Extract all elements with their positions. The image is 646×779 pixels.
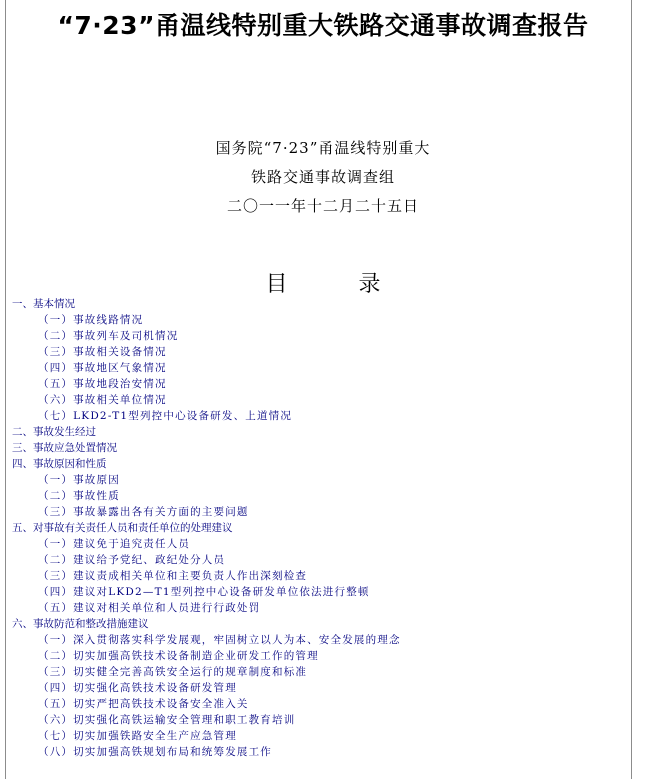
report-date: 二〇一一年十二月二十五日 xyxy=(226,197,419,215)
toc-subsection-link[interactable]: （二）建议给予党纪、政纪处分人员 xyxy=(38,554,226,566)
toc-subsection-link[interactable]: （六）事故相关单位情况 xyxy=(38,394,167,406)
toc-section-link[interactable]: 六、事故防范和整改措施建议 xyxy=(12,618,149,630)
toc-subsection-link[interactable]: （五）事故地段治安情况 xyxy=(38,378,167,390)
toc-subsection-link[interactable]: （三）事故暴露出各有关方面的主要问题 xyxy=(38,506,249,518)
toc-subsection-link[interactable]: （一）事故线路情况 xyxy=(38,314,144,326)
toc-section-link[interactable]: 一、基本情况 xyxy=(12,298,75,310)
toc-subsection-link[interactable]: （二）切实加强高铁技术设备制造企业研发工作的管理 xyxy=(38,650,319,662)
toc-subsection-link[interactable]: （二）事故列车及司机情况 xyxy=(38,330,179,342)
toc-subsection-link[interactable]: （三）切实健全完善高铁安全运行的规章制度和标准 xyxy=(38,666,308,678)
toc-subsection-link[interactable]: （四）切实强化高铁技术设备研发管理 xyxy=(38,682,237,694)
toc-section-link[interactable]: 五、对事故有关责任人员和责任单位的处理建议 xyxy=(12,522,233,534)
toc-subsection-link[interactable]: （三）建议责成相关单位和主要负责人作出深刻检查 xyxy=(38,570,308,582)
issuer-line-1: 国务院“7·23”甬温线特别重大 xyxy=(215,139,431,157)
toc-subsection-link[interactable]: （七）LKD2-T1型列控中心设备研发、上道情况 xyxy=(38,410,293,422)
toc-subsection-link[interactable]: （三）事故相关设备情况 xyxy=(38,346,167,358)
issuer-line-2: 铁路交通事故调查组 xyxy=(250,168,395,186)
issuer-block xyxy=(0,134,646,221)
toc-subsection-link[interactable]: （五）建议对相关单位和人员进行行政处罚 xyxy=(38,602,261,614)
toc-heading: 目 录 xyxy=(265,272,413,297)
toc-subsection-link[interactable]: （四）事故地区气象情况 xyxy=(38,362,167,374)
toc-section-link[interactable]: 二、事故发生经过 xyxy=(12,426,96,438)
table-of-contents xyxy=(12,296,632,760)
toc-subsection-link[interactable]: （六）切实强化高铁运输安全管理和职工教育培训 xyxy=(38,714,296,726)
toc-subsection-link[interactable]: （七）切实加强铁路安全生产应急管理 xyxy=(38,730,237,742)
toc-subsection-link[interactable]: （一）建议免于追究责任人员 xyxy=(38,538,191,550)
document-title: “7·23”甬温线特别重大铁路交通事故调查报告 xyxy=(57,11,589,40)
toc-section-link[interactable]: 三、事故应急处置情况 xyxy=(12,442,117,454)
toc-section-link[interactable]: 四、事故原因和性质 xyxy=(12,458,107,470)
toc-subsection-link[interactable]: （一）深入贯彻落实科学发展观，牢固树立以人为本、安全发展的理念 xyxy=(38,634,401,646)
toc-subsection-link[interactable]: （五）切实严把高铁技术设备安全准入关 xyxy=(38,698,249,710)
toc-subsection-link[interactable]: （八）切实加强高铁规划布局和统筹发展工作 xyxy=(38,746,272,758)
toc-subsection-link[interactable]: （二）事故性质 xyxy=(38,490,120,502)
toc-subsection-link[interactable]: （一）事故原因 xyxy=(38,474,120,486)
toc-subsection-link[interactable]: （四）建议对LKD2—T1型列控中心设备研发单位依法进行整顿 xyxy=(38,586,370,598)
